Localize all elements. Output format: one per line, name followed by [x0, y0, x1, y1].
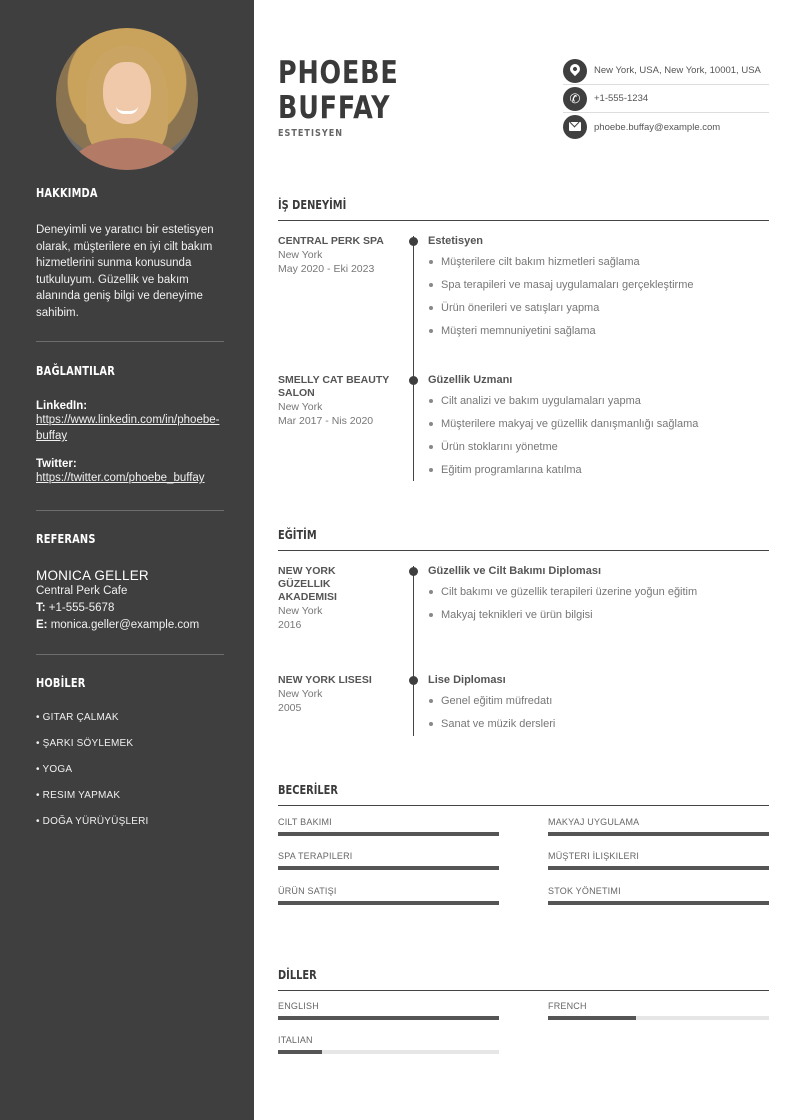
hobbies-title: HOBİLER: [36, 676, 86, 690]
links-title: BAĞLANTILAR: [36, 364, 115, 378]
bullet-item: Cilt bakımı ve güzellik terapileri üzerine yoğun eğitim: [428, 584, 769, 607]
phone-text: +1-555-1234: [594, 93, 649, 104]
hobby-item: • YOGA: [36, 764, 73, 775]
reference-phone-value: +1-555-5678: [48, 602, 115, 614]
linkedin-label: LinkedIn:: [36, 400, 88, 412]
hobby-item: • RESIM YAPMAK: [36, 790, 121, 801]
location-pin-icon: [563, 59, 587, 83]
timeline-dot: [409, 676, 418, 685]
hobby-item: • GITAR ÇALMAK: [36, 712, 119, 723]
skill-bar: [278, 866, 499, 870]
bullet-item: Müşterilere cilt bakım hizmetleri sağlama: [428, 254, 769, 277]
skill-item: [548, 851, 769, 870]
skill-item: [548, 817, 769, 836]
entry-org: CENTRAL PERK SPA: [278, 235, 384, 247]
experience-title: İŞ DENEYİMİ: [278, 196, 769, 221]
language-bar-fill: [278, 1050, 322, 1054]
skill-item: [278, 817, 499, 836]
profile-photo: [56, 28, 198, 170]
language-item: [278, 1035, 499, 1054]
twitter-label: Twitter:: [36, 458, 77, 470]
links-section: [36, 364, 224, 486]
bullet-item: Cilt analizi ve bakım uygulamaları yapma: [428, 393, 769, 416]
skills-title: BECERİLER: [278, 781, 769, 806]
skill-bar-fill: [548, 832, 769, 836]
skill-bar-fill: [278, 832, 499, 836]
first-name: PHOEBE: [278, 55, 399, 91]
bullet-item: Genel eğitim müfredatı: [428, 693, 769, 716]
reference-email-value: monica.geller@example.com: [50, 619, 200, 631]
skill-label: CILT BAKIMI: [278, 817, 332, 827]
language-label: ITALIAN: [278, 1035, 313, 1045]
entry-org: NEW YORK GÜZELLIK AKADEMISI: [278, 565, 337, 603]
phone-label: T:: [36, 602, 46, 614]
education-title: EĞİTİM: [278, 526, 769, 551]
language-label: FRENCH: [548, 1001, 587, 1011]
skill-bar: [548, 901, 769, 905]
about-text: Deneyimli ve yaratıcı bir estetisyen olarak, müşterilere en iyi cilt bakım hizmetlerini sunma konusunda tutkuluyum. Güzellik ve bakım alanında geniş bilgi ve deneyime sahibim.: [36, 224, 214, 319]
entry-dates: May 2020 - Eki 2023: [278, 263, 375, 275]
timeline-dot: [409, 567, 418, 576]
skill-bar-fill: [278, 866, 499, 870]
mail-icon: [563, 115, 587, 139]
entry-dates: 2005: [278, 702, 302, 714]
languages-title: DİLLER: [278, 966, 769, 991]
bullet-item: Makyaj teknikleri ve ürün bilgisi: [428, 607, 769, 630]
entry-org: NEW YORK LISESI: [278, 674, 372, 686]
reference-phone: [36, 600, 224, 617]
reference-name: MONICA GELLER: [36, 568, 149, 583]
reference-company: Central Perk Cafe: [36, 585, 128, 597]
entry-role: Estetisyen: [428, 235, 484, 247]
timeline-dot: [409, 376, 418, 385]
language-bar-fill: [548, 1016, 636, 1020]
linkedin-link[interactable]: https://www.linkedin.com/in/phoebe-buffay: [36, 414, 220, 442]
contact-phone: [563, 85, 769, 113]
bullet-item: Spa terapileri ve masaj uygulamaları gerçekleştirme: [428, 277, 769, 300]
bullet-item: Ürün önerileri ve satışları yapma: [428, 300, 769, 323]
skill-label: MÜŞTERI İLIŞKILERI: [548, 851, 640, 861]
skill-bar: [278, 832, 499, 836]
about-section: [36, 186, 224, 321]
divider: [36, 654, 224, 655]
entry-bullets: [428, 254, 769, 346]
reference-title: REFERANS: [36, 532, 96, 546]
person-name: [278, 56, 399, 126]
language-item: [548, 1001, 769, 1020]
job-title: ESTETISYEN: [278, 128, 344, 139]
language-bar: [278, 1050, 499, 1054]
skill-bar: [548, 866, 769, 870]
entry-bullets: [428, 584, 769, 630]
experience-timeline: [413, 236, 414, 481]
language-bar: [548, 1016, 769, 1020]
sidebar: [0, 0, 254, 1120]
skill-label: MAKYAJ UYGULAMA: [548, 817, 640, 827]
language-bar: [278, 1016, 499, 1020]
skill-item: [278, 886, 499, 905]
language-item: [278, 1001, 499, 1020]
skill-bar-fill: [548, 866, 769, 870]
skill-label: STOK YÖNETIMI: [548, 886, 621, 896]
twitter-link[interactable]: https://twitter.com/phoebe_buffay: [36, 472, 205, 484]
last-name: BUFFAY: [278, 90, 391, 126]
bullet-item: Müşterilere makyaj ve güzellik danışmanlığı sağlama: [428, 416, 769, 439]
about-title: HAKKIMDA: [36, 186, 98, 200]
entry-role: Güzellik ve Cilt Bakımı Diploması: [428, 565, 601, 577]
divider: [36, 510, 224, 511]
entry-location: New York: [278, 401, 323, 413]
entry-location: New York: [278, 249, 323, 261]
entry-dates: Mar 2017 - Nis 2020: [278, 415, 374, 427]
entry-location: New York: [278, 605, 323, 617]
email-text[interactable]: phoebe.buffay@example.com: [594, 121, 721, 133]
skill-bar: [278, 901, 499, 905]
entry-role: Güzellik Uzmanı: [428, 374, 513, 386]
entry-dates: 2016: [278, 619, 302, 631]
hobbies-section: [36, 676, 224, 842]
contact-email: [563, 113, 769, 141]
contact-location: [563, 57, 769, 85]
phone-icon: ✆: [563, 87, 587, 111]
reference-section: [36, 532, 224, 634]
skill-bar-fill: [278, 901, 499, 905]
email-label: E:: [36, 619, 48, 631]
bullet-item: Ürün stoklarını yönetme: [428, 439, 769, 462]
bullet-item: Eğitim programlarına katılma: [428, 462, 769, 485]
hobby-item: • ŞARKI SÖYLEMEK: [36, 738, 134, 749]
divider: [36, 341, 224, 342]
skill-label: ÜRÜN SATIŞI: [278, 886, 337, 896]
bullet-item: Sanat ve müzik dersleri: [428, 716, 769, 739]
skill-item: [548, 886, 769, 905]
entry-bullets: [428, 393, 769, 485]
skill-label: SPA TERAPILERI: [278, 851, 353, 861]
language-bar-fill: [278, 1016, 499, 1020]
location-text: New York, USA, New York, 10001, USA: [594, 65, 761, 76]
entry-bullets: [428, 693, 769, 739]
reference-email: [36, 617, 224, 634]
language-label: ENGLISH: [278, 1001, 319, 1011]
timeline-dot: [409, 237, 418, 246]
entry-location: New York: [278, 688, 323, 700]
education-timeline: [413, 566, 414, 736]
hobby-item: • DOĞA YÜRÜYÜŞLERI: [36, 816, 149, 827]
skill-item: [278, 851, 499, 870]
entry-org: SMELLY CAT BEAUTY SALON: [278, 374, 390, 399]
skill-bar-fill: [548, 901, 769, 905]
bullet-item: Müşteri memnuniyetini sağlama: [428, 323, 769, 346]
skill-bar: [548, 832, 769, 836]
entry-role: Lise Diploması: [428, 674, 506, 686]
